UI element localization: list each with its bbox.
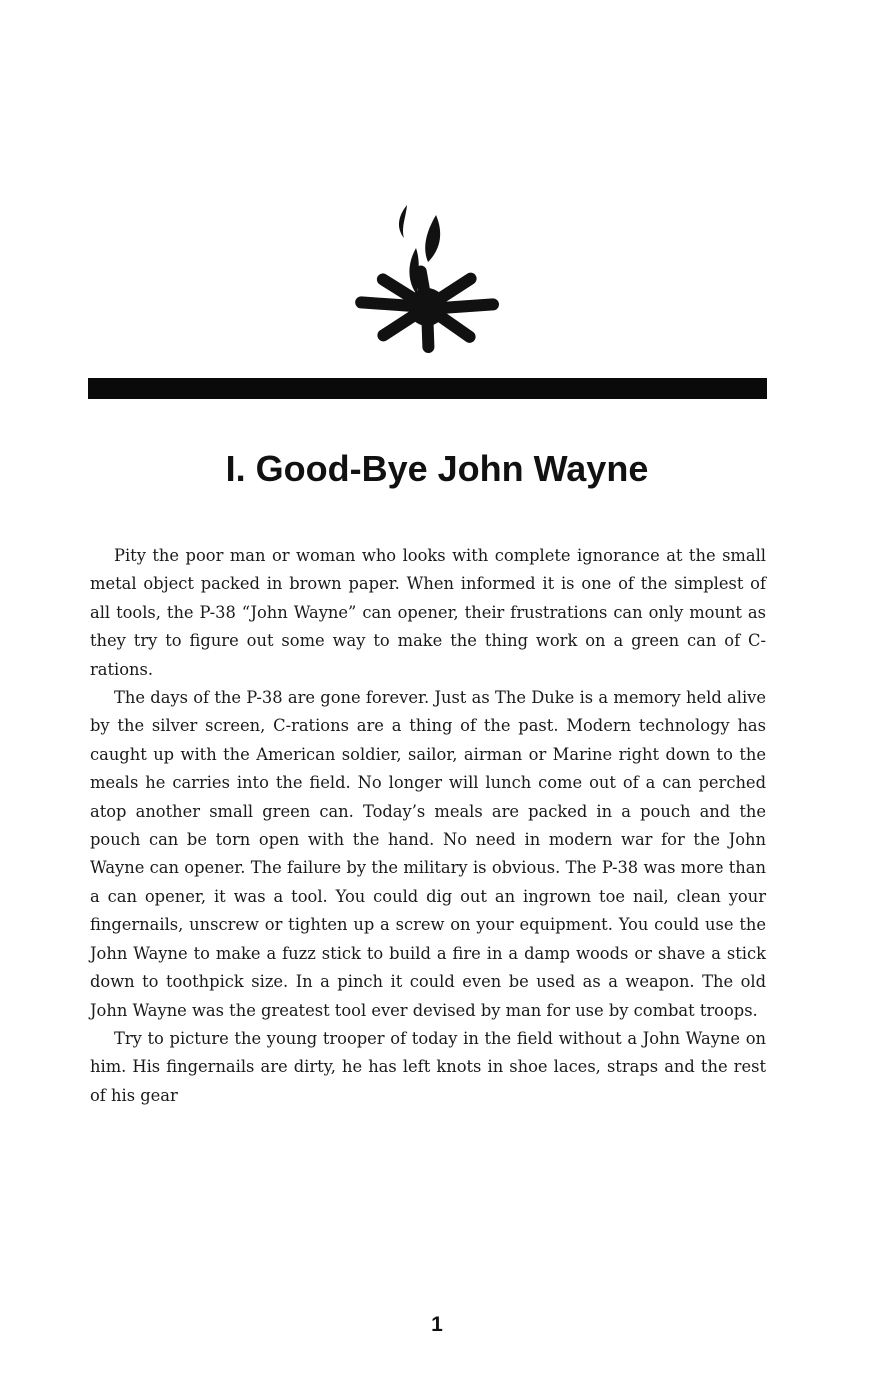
- paragraph: The days of the P-38 are gone forever. Just as The Duke is a memory held alive by the silver screen, C-rations are a thing of the past. Modern technology has caught up with the American soldier, sailor, airman or Marine right down to the meals he carries into the field. No longer will lunch come out of a can perched atop another small green can. Today’s meals are packed in a pouch and the pouch can be torn open with the hand. No need in modern war for the John Wayne can opener. The failure by the military is obvious. The P-38 was more than a can opener, it was a tool. You could dig out an ingrown toe nail, clean your fingernails, unscrew or tighten up a screw on your equipment. You could use the John Wayne to make a fuzz stick to build a fire in a damp woods or shave a stick down to toothpick size. In a pinch it could even be used as a weapon. The old John Wayne was the greatest tool ever devised by man for use by combat troops.: [90, 688, 766, 1020]
- chapter-body: [90, 542, 766, 1110]
- campfire-icon: [352, 200, 502, 365]
- paragraph: Try to picture the young trooper of today in the field without a John Wayne on him. His fingernails are dirty, he has left knots in shoe laces, straps and the rest of his gear: [90, 1028, 766, 1105]
- chapter-title: I. Good-Bye John Wayne: [225, 448, 649, 489]
- page-number: 1: [431, 1313, 443, 1336]
- chapter-divider-bar: [88, 378, 767, 399]
- paragraph: Pity the poor man or woman who looks with complete ignorance at the small metal object packed in brown paper. When informed it is one of the simplest of all tools, the P-38 “John Wayne” can opener, their frustrations can only mount as they try to figure out some way to make the thing work on a green can of C-rations.: [90, 546, 766, 679]
